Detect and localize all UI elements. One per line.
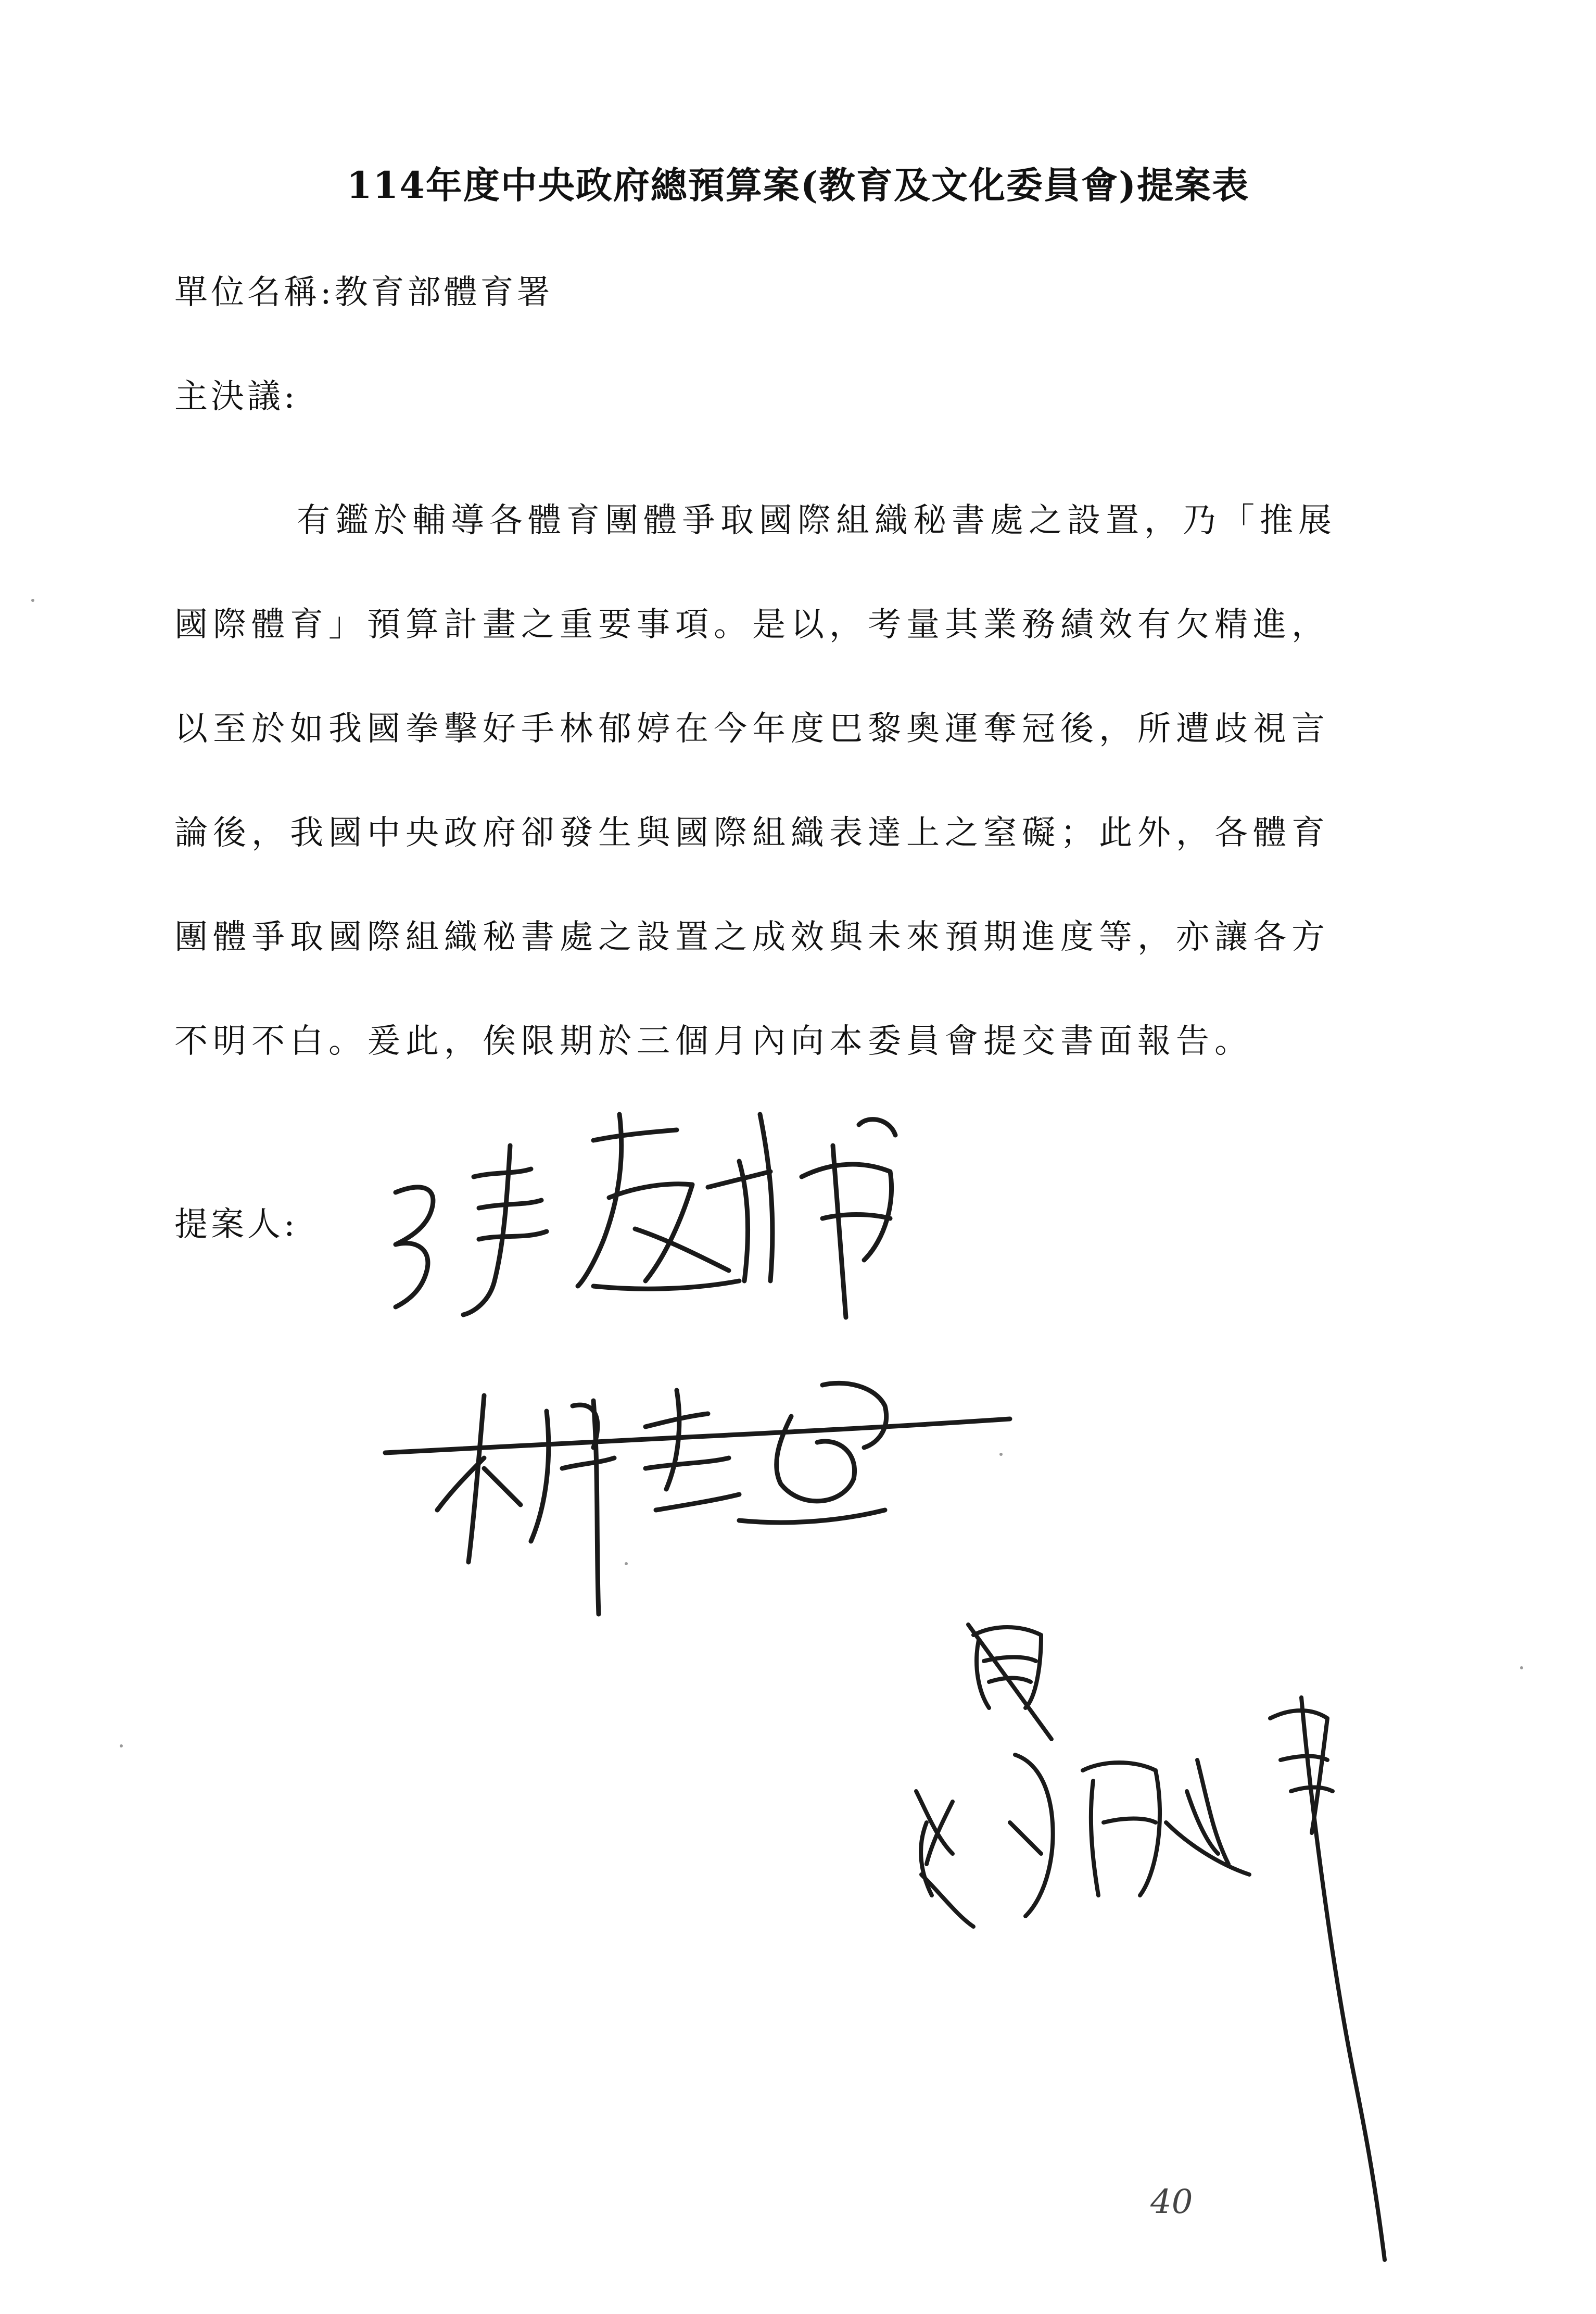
scan-speck xyxy=(31,599,34,602)
page-mark xyxy=(1145,2171,1249,2234)
unit-name-row xyxy=(174,266,553,313)
document-title: 114年度中央政府總預算案(教育及文化委員會)提案表 xyxy=(346,164,1250,207)
resolution-line: 團體爭取國際組織秘書處之設置之成效與未來預期進度等，亦讓各方 xyxy=(174,918,1330,957)
proposer-label: 提案人: xyxy=(174,1205,298,1244)
svg-text:40: 40 xyxy=(1150,2183,1193,2221)
resolution-line: 不明不白。爰此，俟限期於三個月內向本委員會提交書面報告。 xyxy=(174,1022,1253,1061)
unit-name-label: 單位名稱: xyxy=(174,273,335,312)
signature-1 xyxy=(375,1083,947,1323)
scan-speck xyxy=(120,1744,123,1747)
scan-speck xyxy=(999,1453,1003,1456)
scan-speck xyxy=(1520,1666,1523,1669)
signature-2 xyxy=(375,1354,1052,1625)
resolution-body xyxy=(174,469,1387,1093)
resolution-line: 有鑑於輔導各體育團體爭取國際組織秘書處之設置，乃「推展 xyxy=(297,501,1337,540)
resolution-label: 主決議: xyxy=(174,378,298,416)
resolution-line: 以至於如我國拳擊好手林郁婷在今年度巴黎奧運奪冠後，所遭歧視言 xyxy=(174,710,1330,748)
resolution-line: 論後，我國中央政府卻發生與國際組織表達上之窒礙；此外，各體育 xyxy=(174,814,1330,852)
scan-speck xyxy=(625,1562,628,1565)
unit-name-value: 教育部體育署 xyxy=(334,273,553,312)
resolution-line: 國際體育」預算計畫之重要事項。是以，考量其業務績效有欠精進， xyxy=(174,606,1330,644)
